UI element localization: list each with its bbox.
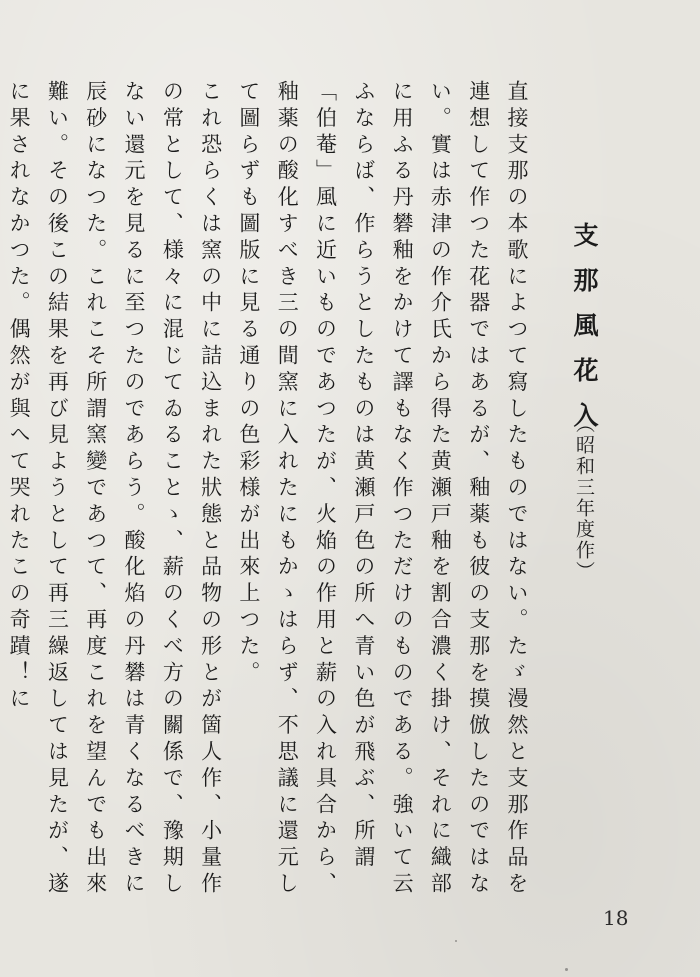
page-title: 支那風花入 bbox=[570, 222, 599, 447]
paragraph-2: これ恐らくは窯の中に詰込まれた狀態と品物の形とが箇人作、小量作の常として、様々に混じてゐることゝ、薪のくべ方の關係で、豫期しない還元を見るに至つたのであらう。酸化焰の丹礬は青くなるべきに辰砂になつた。これこそ所謂窯變であつて、再度これを望んでも出來難い。その後この結果を再び見ようとして再三繰返しては見たが、遂に果されなかつた。偶然が與へて哭れたこの奇蹟！に bbox=[7, 80, 223, 899]
page-number: 18 bbox=[603, 906, 629, 930]
paper-speck bbox=[455, 940, 457, 942]
page-subtitle: （昭和三年度作） bbox=[573, 414, 595, 582]
body-text bbox=[7, 80, 536, 900]
paper-speck bbox=[565, 968, 568, 971]
paragraph-1: 直接支那の本歌によつて寫したものではない。たゞ漫然と支那作品を連想して作つた花器ではあるが、釉薬も彼の支那を摸倣したのではない。實は赤津の作介氏から得た黄瀬戸釉を割合濃く掛け、それに織部に用ふる丹礬釉をかけて譯もなく作つただけのものである。強いて云ふならば、作らうとしたものは黄瀬戸色の所へ青い色が飛ぶ、所謂「伯菴」風に近いものであつたが、火焔の作用と薪の入れ具合から、釉薬の酸化すべき三の間窯に入れたにもかゝはらず、不思議に還元して圖らずも圖版に見る通りの色彩様が出來上つた。 bbox=[236, 80, 529, 899]
